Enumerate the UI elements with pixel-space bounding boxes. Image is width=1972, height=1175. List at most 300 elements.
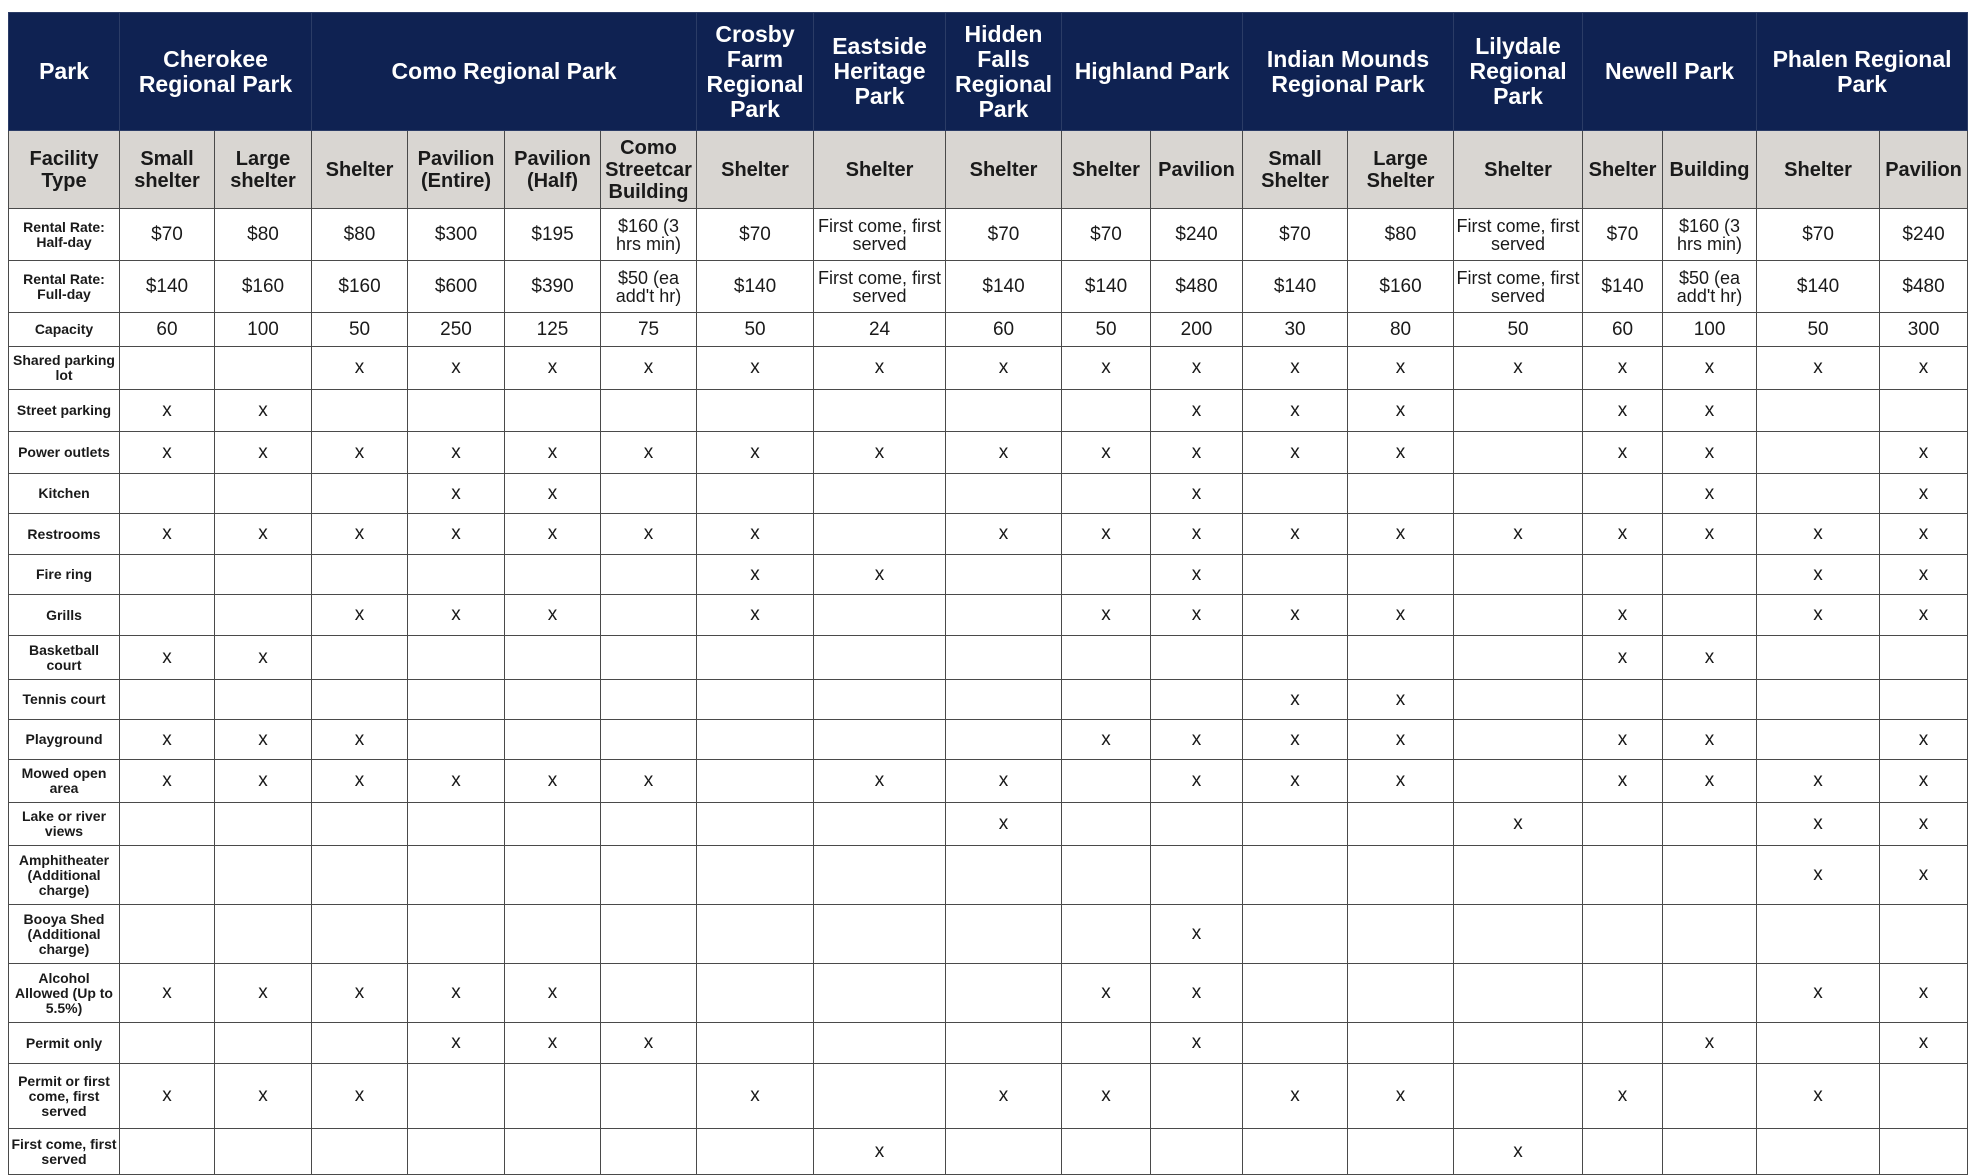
amenity-cell [312, 680, 408, 720]
amenity-cell [505, 846, 601, 905]
row-label: Basketball court [9, 636, 120, 680]
amenity-cell: x [120, 1064, 215, 1129]
amenity-cell: x [1880, 474, 1968, 514]
amenity-cell [505, 1129, 601, 1175]
amenity-cell: x [408, 474, 505, 514]
amenity-cell: x [1243, 432, 1348, 474]
facility-type: Large Shelter [1348, 131, 1454, 209]
amenity-cell [946, 720, 1062, 760]
amenity-cell [1348, 636, 1454, 680]
amenity-cell: x [505, 964, 601, 1023]
amenity-cell [1757, 474, 1880, 514]
value-cell: $390 [505, 261, 601, 313]
amenity-cell [1062, 846, 1151, 905]
amenity-cell [215, 803, 312, 846]
amenity-cell: x [1880, 846, 1968, 905]
amenity-cell [946, 636, 1062, 680]
amenity-cell: x [1151, 555, 1243, 595]
amenity-cell: x [1151, 720, 1243, 760]
amenity-cell: x [1243, 595, 1348, 636]
amenity-cell [1663, 964, 1757, 1023]
amenity-cell [697, 905, 814, 964]
amenity-cell: x [120, 514, 215, 555]
amenity-cell: x [505, 1023, 601, 1064]
amenity-cell [312, 905, 408, 964]
amenity-cell [1062, 390, 1151, 432]
amenity-cell: x [1663, 760, 1757, 803]
amenity-cell [1663, 1129, 1757, 1175]
amenity-cell [408, 803, 505, 846]
table-row [9, 680, 1968, 720]
amenity-cell [1454, 555, 1583, 595]
amenity-cell [1062, 905, 1151, 964]
amenity-cell: x [1757, 846, 1880, 905]
amenity-cell [1454, 964, 1583, 1023]
value-cell: $240 [1880, 209, 1968, 261]
table-row [9, 432, 1968, 474]
amenity-cell [1583, 803, 1663, 846]
amenity-cell [1454, 474, 1583, 514]
amenity-cell: x [505, 432, 601, 474]
amenity-cell: x [215, 760, 312, 803]
amenity-cell [601, 1129, 697, 1175]
amenity-cell [946, 1023, 1062, 1064]
amenity-cell: x [215, 432, 312, 474]
park-header: Como Regional Park [312, 13, 697, 131]
amenity-cell: x [1757, 347, 1880, 390]
amenity-cell [1062, 474, 1151, 514]
amenity-cell: x [1880, 964, 1968, 1023]
amenity-cell [1348, 846, 1454, 905]
amenity-cell [1062, 760, 1151, 803]
facility-type: Shelter [1454, 131, 1583, 209]
amenity-cell [1454, 595, 1583, 636]
amenity-cell [1454, 1023, 1583, 1064]
amenity-cell: x [120, 390, 215, 432]
amenity-cell: x [1663, 474, 1757, 514]
amenity-cell [312, 803, 408, 846]
amenity-cell [697, 474, 814, 514]
amenity-cell [120, 474, 215, 514]
value-cell: $160 (3 hrs min) [1663, 209, 1757, 261]
amenity-cell: x [215, 636, 312, 680]
value-cell: 300 [1880, 313, 1968, 347]
amenity-cell: x [1348, 760, 1454, 803]
amenity-cell [312, 555, 408, 595]
amenity-cell [505, 720, 601, 760]
amenity-cell [1348, 555, 1454, 595]
table-row [9, 760, 1968, 803]
amenity-cell [697, 636, 814, 680]
amenity-cell: x [1663, 347, 1757, 390]
value-cell: $140 [1062, 261, 1151, 313]
amenity-cell: x [1348, 347, 1454, 390]
amenity-cell [215, 555, 312, 595]
amenity-cell [697, 1023, 814, 1064]
amenity-cell: x [1151, 432, 1243, 474]
amenity-cell [505, 680, 601, 720]
park-header: Eastside Heritage Park [814, 13, 946, 131]
amenity-cell [1151, 846, 1243, 905]
amenity-cell [1348, 964, 1454, 1023]
table-row [9, 261, 1968, 313]
row-label: Booya Shed (Additional charge) [9, 905, 120, 964]
amenity-cell: x [1454, 1129, 1583, 1175]
amenity-cell [215, 680, 312, 720]
amenity-cell: x [120, 964, 215, 1023]
amenity-cell [1348, 905, 1454, 964]
amenity-cell: x [1151, 595, 1243, 636]
facility-type-row [9, 131, 1968, 209]
amenity-cell [1454, 846, 1583, 905]
amenity-cell [215, 347, 312, 390]
row-label: Amphitheater (Additional charge) [9, 846, 120, 905]
amenity-cell [1663, 803, 1757, 846]
amenity-cell: x [1583, 514, 1663, 555]
amenity-cell [1663, 595, 1757, 636]
amenity-cell [215, 474, 312, 514]
amenity-cell: x [1757, 555, 1880, 595]
amenity-cell: x [505, 595, 601, 636]
park-header: Cherokee Regional Park [120, 13, 312, 131]
amenity-cell [1583, 964, 1663, 1023]
park-header: Indian Mounds Regional Park [1243, 13, 1454, 131]
amenity-cell: x [505, 514, 601, 555]
amenity-cell: x [697, 514, 814, 555]
amenity-cell: x [120, 636, 215, 680]
amenity-cell [1062, 555, 1151, 595]
facility-type: Como Streetcar Building [601, 131, 697, 209]
amenity-cell [1348, 803, 1454, 846]
facility-type: Large shelter [215, 131, 312, 209]
amenity-cell [1583, 905, 1663, 964]
amenity-cell: x [814, 555, 946, 595]
amenity-cell [1062, 680, 1151, 720]
amenity-cell [312, 1023, 408, 1064]
amenity-cell: x [505, 760, 601, 803]
value-cell: $140 [946, 261, 1062, 313]
amenity-cell [601, 390, 697, 432]
amenity-cell: x [1062, 595, 1151, 636]
amenity-cell [697, 390, 814, 432]
amenity-cell [946, 1129, 1062, 1175]
amenity-cell: x [1454, 347, 1583, 390]
amenity-cell: x [408, 595, 505, 636]
amenity-cell: x [1880, 803, 1968, 846]
amenity-cell [120, 555, 215, 595]
amenity-cell [1243, 803, 1348, 846]
value-cell: $50 (ea add't hr) [601, 261, 697, 313]
amenity-cell: x [1583, 432, 1663, 474]
amenity-cell [601, 555, 697, 595]
amenity-cell: x [1454, 514, 1583, 555]
value-cell: First come, first served [1454, 209, 1583, 261]
table-row [9, 474, 1968, 514]
park-facilities-table [8, 12, 1968, 1175]
value-cell: 100 [1663, 313, 1757, 347]
amenity-cell [1454, 905, 1583, 964]
amenity-cell: x [312, 760, 408, 803]
amenity-cell [1243, 1023, 1348, 1064]
amenity-cell: x [601, 760, 697, 803]
amenity-cell: x [601, 347, 697, 390]
amenity-cell: x [312, 964, 408, 1023]
amenity-cell [312, 1129, 408, 1175]
amenity-cell: x [1151, 964, 1243, 1023]
amenity-cell [814, 390, 946, 432]
amenity-cell: x [1348, 432, 1454, 474]
park-header: Phalen Regional Park [1757, 13, 1968, 131]
amenity-cell [1062, 636, 1151, 680]
amenity-cell [120, 1129, 215, 1175]
amenity-cell: x [1151, 1023, 1243, 1064]
amenity-cell [946, 846, 1062, 905]
facility-type: Pavilion [1151, 131, 1243, 209]
value-cell: $480 [1880, 261, 1968, 313]
amenity-cell: x [1348, 720, 1454, 760]
amenity-cell: x [1583, 1064, 1663, 1129]
row-label: Rental Rate: Full-day [9, 261, 120, 313]
amenity-cell [946, 555, 1062, 595]
amenity-cell: x [1243, 680, 1348, 720]
amenity-cell [120, 803, 215, 846]
amenity-cell [946, 964, 1062, 1023]
amenity-cell [505, 905, 601, 964]
table-row [9, 209, 1968, 261]
amenity-cell [1243, 1129, 1348, 1175]
amenity-cell [814, 803, 946, 846]
value-cell: $70 [120, 209, 215, 261]
amenity-cell [697, 964, 814, 1023]
amenity-cell [1757, 680, 1880, 720]
value-cell: $300 [408, 209, 505, 261]
amenity-cell: x [946, 760, 1062, 803]
value-cell: $70 [1243, 209, 1348, 261]
amenity-cell [408, 680, 505, 720]
facility-type: Pavilion [1880, 131, 1968, 209]
amenity-cell: x [1151, 514, 1243, 555]
amenity-cell: x [408, 347, 505, 390]
amenity-cell [814, 680, 946, 720]
facility-type: Shelter [1062, 131, 1151, 209]
amenity-cell [946, 390, 1062, 432]
value-cell: 75 [601, 313, 697, 347]
row-label: Shared parking lot [9, 347, 120, 390]
amenity-cell [697, 1129, 814, 1175]
amenity-cell: x [408, 964, 505, 1023]
value-cell: 200 [1151, 313, 1243, 347]
amenity-cell: x [1880, 347, 1968, 390]
value-cell: $240 [1151, 209, 1243, 261]
amenity-cell: x [1243, 390, 1348, 432]
amenity-cell: x [312, 1064, 408, 1129]
amenity-cell: x [946, 514, 1062, 555]
amenity-cell [505, 555, 601, 595]
facility-type: Pavilion (Entire) [408, 131, 505, 209]
amenity-cell: x [1348, 1064, 1454, 1129]
amenity-cell [1757, 1023, 1880, 1064]
amenity-cell: x [697, 555, 814, 595]
value-cell: 60 [946, 313, 1062, 347]
value-cell: $140 [1583, 261, 1663, 313]
amenity-cell [946, 595, 1062, 636]
row-label: First come, first served [9, 1129, 120, 1175]
amenity-cell: x [1151, 474, 1243, 514]
amenity-cell [1757, 905, 1880, 964]
amenity-cell [697, 720, 814, 760]
amenity-cell [946, 905, 1062, 964]
amenity-cell [1454, 390, 1583, 432]
amenity-cell: x [1583, 720, 1663, 760]
amenity-cell [814, 720, 946, 760]
amenity-cell [120, 905, 215, 964]
amenity-cell: x [946, 1064, 1062, 1129]
amenity-cell [601, 595, 697, 636]
amenity-cell [814, 474, 946, 514]
table-row [9, 846, 1968, 905]
amenity-cell: x [814, 760, 946, 803]
amenity-cell [601, 474, 697, 514]
value-cell: First come, first served [1454, 261, 1583, 313]
amenity-cell [1062, 803, 1151, 846]
value-cell: $160 [1348, 261, 1454, 313]
amenity-cell: x [1880, 432, 1968, 474]
amenity-cell [505, 636, 601, 680]
table-row [9, 720, 1968, 760]
amenity-cell [1243, 964, 1348, 1023]
amenity-cell: x [1151, 347, 1243, 390]
amenity-cell: x [1243, 760, 1348, 803]
amenity-cell: x [814, 347, 946, 390]
amenity-cell [814, 846, 946, 905]
amenity-cell [312, 636, 408, 680]
amenity-cell: x [1880, 1023, 1968, 1064]
row-label: Lake or river views [9, 803, 120, 846]
amenity-cell [601, 846, 697, 905]
value-cell: 100 [215, 313, 312, 347]
amenity-cell [1454, 760, 1583, 803]
amenity-cell: x [1880, 720, 1968, 760]
park-header-row [9, 13, 1968, 131]
amenity-cell [1583, 1023, 1663, 1064]
amenity-cell: x [1243, 1064, 1348, 1129]
amenity-cell: x [697, 595, 814, 636]
amenity-cell [1151, 1064, 1243, 1129]
amenity-cell [601, 680, 697, 720]
amenity-cell: x [601, 432, 697, 474]
amenity-cell [1243, 555, 1348, 595]
amenity-cell [120, 846, 215, 905]
amenity-cell: x [1583, 347, 1663, 390]
value-cell: $70 [697, 209, 814, 261]
amenity-cell [946, 680, 1062, 720]
amenity-cell: x [312, 595, 408, 636]
amenity-cell [1583, 680, 1663, 720]
amenity-cell: x [120, 720, 215, 760]
value-cell: 50 [1062, 313, 1151, 347]
amenity-cell [408, 636, 505, 680]
amenity-cell: x [312, 514, 408, 555]
facility-type: Small Shelter [1243, 131, 1348, 209]
value-cell: $70 [1583, 209, 1663, 261]
amenity-cell [814, 905, 946, 964]
value-cell: 24 [814, 313, 946, 347]
amenity-cell: x [120, 760, 215, 803]
amenity-cell [697, 803, 814, 846]
table-row [9, 595, 1968, 636]
amenity-cell [505, 390, 601, 432]
park-header: Crosby Farm Regional Park [697, 13, 814, 131]
row-label: Permit only [9, 1023, 120, 1064]
facility-type-label: Facility Type [9, 131, 120, 209]
amenity-cell: x [505, 474, 601, 514]
amenity-cell [1880, 390, 1968, 432]
park-header: Lilydale Regional Park [1454, 13, 1583, 131]
amenity-cell: x [1062, 964, 1151, 1023]
row-label: Power outlets [9, 432, 120, 474]
amenity-cell: x [1583, 636, 1663, 680]
row-label: Capacity [9, 313, 120, 347]
amenity-cell [120, 595, 215, 636]
table-row [9, 514, 1968, 555]
value-cell: $600 [408, 261, 505, 313]
amenity-cell: x [1583, 390, 1663, 432]
amenity-cell [312, 390, 408, 432]
value-cell: $80 [215, 209, 312, 261]
amenity-cell [1757, 636, 1880, 680]
amenity-cell [215, 846, 312, 905]
value-cell: $140 [1757, 261, 1880, 313]
table-row [9, 964, 1968, 1023]
amenity-cell [215, 1023, 312, 1064]
amenity-cell [697, 846, 814, 905]
amenity-cell [1663, 905, 1757, 964]
amenity-cell: x [408, 432, 505, 474]
amenity-cell [1243, 905, 1348, 964]
value-cell: $70 [946, 209, 1062, 261]
amenity-cell [1757, 432, 1880, 474]
amenity-cell [1663, 1064, 1757, 1129]
amenity-cell: x [1757, 803, 1880, 846]
amenity-cell [946, 474, 1062, 514]
value-cell: First come, first served [814, 261, 946, 313]
amenity-cell: x [312, 432, 408, 474]
amenity-cell [408, 720, 505, 760]
value-cell: $195 [505, 209, 601, 261]
amenity-cell: x [408, 1023, 505, 1064]
value-cell: $80 [1348, 209, 1454, 261]
amenity-cell [814, 595, 946, 636]
amenity-cell [1062, 1129, 1151, 1175]
amenity-cell [1880, 680, 1968, 720]
row-label: Kitchen [9, 474, 120, 514]
amenity-cell [814, 1064, 946, 1129]
facility-type: Small shelter [120, 131, 215, 209]
amenity-cell [1151, 803, 1243, 846]
amenity-cell: x [1880, 555, 1968, 595]
amenity-cell [1880, 636, 1968, 680]
table-row [9, 347, 1968, 390]
row-label: Restrooms [9, 514, 120, 555]
amenity-cell: x [1663, 390, 1757, 432]
value-cell: $480 [1151, 261, 1243, 313]
facility-type: Shelter [946, 131, 1062, 209]
park-header: Hidden Falls Regional Park [946, 13, 1062, 131]
row-label: Mowed open area [9, 760, 120, 803]
amenity-cell [1454, 1064, 1583, 1129]
amenity-cell [1454, 720, 1583, 760]
amenities-body [9, 209, 1968, 1175]
